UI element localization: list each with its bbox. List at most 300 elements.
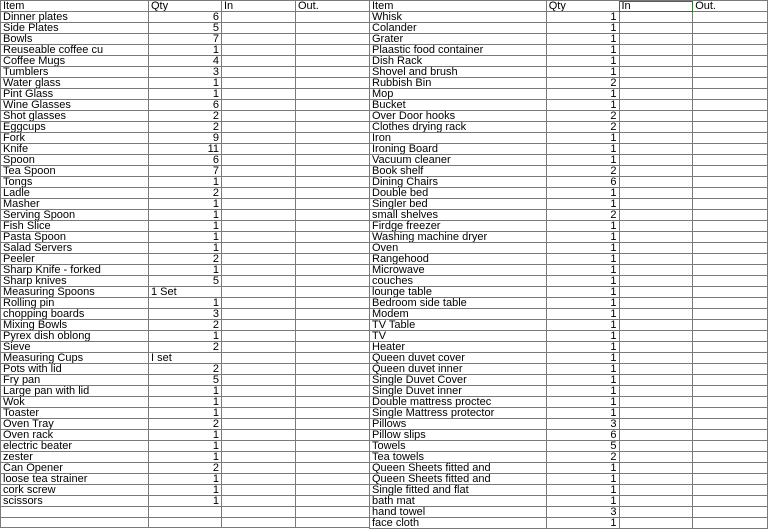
item-cell[interactable]: Towels bbox=[370, 441, 547, 452]
in-cell[interactable] bbox=[619, 45, 693, 56]
out-cell[interactable] bbox=[296, 298, 370, 309]
out-cell[interactable] bbox=[693, 111, 768, 122]
out-cell[interactable] bbox=[296, 287, 370, 298]
item-cell[interactable]: face cloth bbox=[370, 518, 547, 529]
qty-cell[interactable]: 1 bbox=[149, 232, 222, 243]
header-in[interactable]: In bbox=[619, 1, 693, 12]
qty-cell[interactable]: 3 bbox=[149, 309, 222, 320]
qty-cell[interactable]: 1 bbox=[149, 485, 222, 496]
out-cell[interactable] bbox=[693, 243, 768, 254]
item-cell[interactable]: Wok bbox=[1, 397, 149, 408]
in-cell[interactable] bbox=[222, 254, 296, 265]
item-cell[interactable]: Ironing Board bbox=[370, 144, 547, 155]
item-cell[interactable]: TV bbox=[370, 331, 547, 342]
item-cell[interactable]: Pots with lid bbox=[1, 364, 149, 375]
out-cell[interactable] bbox=[693, 122, 768, 133]
item-cell[interactable]: Peeler bbox=[1, 254, 149, 265]
qty-cell[interactable]: 6 bbox=[546, 177, 619, 188]
in-cell[interactable] bbox=[222, 474, 296, 485]
qty-cell[interactable]: I set bbox=[149, 353, 222, 364]
out-cell[interactable] bbox=[693, 342, 768, 353]
in-cell[interactable] bbox=[222, 188, 296, 199]
qty-cell[interactable]: 1 bbox=[149, 474, 222, 485]
out-cell[interactable] bbox=[296, 144, 370, 155]
item-cell[interactable]: cork screw bbox=[1, 485, 149, 496]
in-cell[interactable] bbox=[222, 221, 296, 232]
item-cell[interactable]: Water glass bbox=[1, 78, 149, 89]
out-cell[interactable] bbox=[296, 419, 370, 430]
in-cell[interactable] bbox=[619, 199, 693, 210]
in-cell[interactable] bbox=[619, 496, 693, 507]
item-cell[interactable]: Queen Sheets fitted and bbox=[370, 463, 547, 474]
item-cell[interactable]: Spoon bbox=[1, 155, 149, 166]
item-cell[interactable]: Colander bbox=[370, 23, 547, 34]
item-cell[interactable]: Shovel and brush bbox=[370, 67, 547, 78]
in-cell[interactable] bbox=[222, 309, 296, 320]
item-cell[interactable]: zester bbox=[1, 452, 149, 463]
item-cell[interactable]: Tumblers bbox=[1, 67, 149, 78]
qty-cell[interactable]: 1 bbox=[546, 23, 619, 34]
out-cell[interactable] bbox=[693, 210, 768, 221]
qty-cell[interactable]: 1 bbox=[546, 518, 619, 529]
out-cell[interactable] bbox=[296, 12, 370, 23]
qty-cell[interactable]: 1 bbox=[546, 254, 619, 265]
out-cell[interactable] bbox=[693, 232, 768, 243]
item-cell[interactable]: small shelves bbox=[370, 210, 547, 221]
out-cell[interactable] bbox=[693, 430, 768, 441]
qty-cell[interactable]: 1 bbox=[546, 309, 619, 320]
out-cell[interactable] bbox=[296, 177, 370, 188]
item-cell[interactable]: hand towel bbox=[370, 507, 547, 518]
out-cell[interactable] bbox=[693, 265, 768, 276]
out-cell[interactable] bbox=[693, 199, 768, 210]
in-cell[interactable] bbox=[222, 144, 296, 155]
out-cell[interactable] bbox=[296, 254, 370, 265]
qty-cell[interactable] bbox=[149, 517, 222, 528]
qty-cell[interactable]: 1 bbox=[149, 210, 222, 221]
qty-cell[interactable]: 3 bbox=[546, 419, 619, 430]
item-cell[interactable]: chopping boards bbox=[1, 309, 149, 320]
out-cell[interactable] bbox=[693, 408, 768, 419]
out-cell[interactable] bbox=[693, 155, 768, 166]
in-cell[interactable] bbox=[619, 232, 693, 243]
in-cell[interactable] bbox=[222, 45, 296, 56]
out-cell[interactable] bbox=[296, 34, 370, 45]
item-cell[interactable]: electric beater bbox=[1, 441, 149, 452]
qty-cell[interactable]: 6 bbox=[149, 100, 222, 111]
out-cell[interactable] bbox=[693, 34, 768, 45]
out-cell[interactable] bbox=[693, 463, 768, 474]
qty-cell[interactable]: 1 bbox=[149, 452, 222, 463]
qty-cell[interactable]: 3 bbox=[546, 507, 619, 518]
in-cell[interactable] bbox=[222, 67, 296, 78]
out-cell[interactable] bbox=[693, 485, 768, 496]
out-cell[interactable] bbox=[693, 419, 768, 430]
out-cell[interactable] bbox=[296, 122, 370, 133]
out-cell[interactable] bbox=[693, 507, 768, 518]
item-cell[interactable]: Toaster bbox=[1, 408, 149, 419]
in-cell[interactable] bbox=[222, 199, 296, 210]
item-cell[interactable]: Firdge freezer bbox=[370, 221, 547, 232]
in-cell[interactable] bbox=[619, 100, 693, 111]
out-cell[interactable] bbox=[296, 67, 370, 78]
item-cell[interactable]: Queen duvet cover bbox=[370, 353, 547, 364]
in-cell[interactable] bbox=[222, 177, 296, 188]
item-cell[interactable]: Queen Sheets fitted and bbox=[370, 474, 547, 485]
item-cell[interactable]: Whisk bbox=[370, 12, 547, 23]
out-cell[interactable] bbox=[693, 441, 768, 452]
qty-cell[interactable]: 2 bbox=[546, 78, 619, 89]
out-cell[interactable] bbox=[296, 56, 370, 67]
item-cell[interactable]: Tea towels bbox=[370, 452, 547, 463]
item-cell[interactable]: Large pan with lid bbox=[1, 386, 149, 397]
out-cell[interactable] bbox=[693, 298, 768, 309]
item-cell[interactable]: Sharp Knife - forked bbox=[1, 265, 149, 276]
qty-cell[interactable]: 2 bbox=[546, 210, 619, 221]
item-cell[interactable] bbox=[1, 517, 149, 528]
in-cell[interactable] bbox=[619, 441, 693, 452]
item-cell[interactable]: Bucket bbox=[370, 100, 547, 111]
in-cell[interactable] bbox=[619, 309, 693, 320]
in-cell[interactable] bbox=[222, 111, 296, 122]
out-cell[interactable] bbox=[296, 78, 370, 89]
out-cell[interactable] bbox=[693, 12, 768, 23]
in-cell[interactable] bbox=[222, 78, 296, 89]
header-item[interactable]: Item bbox=[1, 1, 149, 12]
qty-cell[interactable]: 7 bbox=[149, 34, 222, 45]
header-out[interactable]: Out. bbox=[296, 1, 370, 12]
in-cell[interactable] bbox=[619, 342, 693, 353]
item-cell[interactable]: Plaastic food container bbox=[370, 45, 547, 56]
out-cell[interactable] bbox=[693, 452, 768, 463]
out-cell[interactable] bbox=[693, 320, 768, 331]
qty-cell[interactable]: 1 bbox=[546, 287, 619, 298]
item-cell[interactable]: Pyrex dish oblong bbox=[1, 331, 149, 342]
qty-cell[interactable]: 1 bbox=[546, 199, 619, 210]
item-cell[interactable]: Double bed bbox=[370, 188, 547, 199]
item-cell[interactable]: Ladle bbox=[1, 188, 149, 199]
in-cell[interactable] bbox=[222, 12, 296, 23]
header-qty[interactable]: Qty bbox=[149, 1, 222, 12]
item-cell[interactable]: Coffee Mugs bbox=[1, 56, 149, 67]
out-cell[interactable] bbox=[693, 166, 768, 177]
item-cell[interactable]: Salad Servers bbox=[1, 243, 149, 254]
qty-cell[interactable]: 1 bbox=[149, 265, 222, 276]
in-cell[interactable] bbox=[222, 89, 296, 100]
qty-cell[interactable]: 1 bbox=[149, 45, 222, 56]
item-cell[interactable]: Over Door hooks bbox=[370, 111, 547, 122]
in-cell[interactable] bbox=[222, 463, 296, 474]
in-cell[interactable] bbox=[222, 485, 296, 496]
out-cell[interactable] bbox=[296, 353, 370, 364]
header-out[interactable]: Out. bbox=[693, 1, 768, 12]
qty-cell[interactable]: 1 bbox=[149, 386, 222, 397]
out-cell[interactable] bbox=[693, 144, 768, 155]
header-qty[interactable]: Qty bbox=[546, 1, 619, 12]
item-cell[interactable]: Pillow slips bbox=[370, 430, 547, 441]
in-cell[interactable] bbox=[222, 441, 296, 452]
qty-cell[interactable]: 1 bbox=[546, 188, 619, 199]
out-cell[interactable] bbox=[693, 309, 768, 320]
in-cell[interactable] bbox=[619, 23, 693, 34]
qty-cell[interactable]: 11 bbox=[149, 144, 222, 155]
in-cell[interactable] bbox=[619, 221, 693, 232]
item-cell[interactable]: Rubbish Bin bbox=[370, 78, 547, 89]
out-cell[interactable] bbox=[693, 100, 768, 111]
item-cell[interactable]: loose tea strainer bbox=[1, 474, 149, 485]
out-cell[interactable] bbox=[693, 56, 768, 67]
in-cell[interactable] bbox=[619, 276, 693, 287]
qty-cell[interactable]: 2 bbox=[149, 111, 222, 122]
qty-cell[interactable]: 1 bbox=[546, 34, 619, 45]
out-cell[interactable] bbox=[296, 496, 370, 507]
header-item[interactable]: Item bbox=[370, 1, 547, 12]
item-cell[interactable]: Masher bbox=[1, 199, 149, 210]
out-cell[interactable] bbox=[693, 386, 768, 397]
item-cell[interactable]: Queen duvet inner bbox=[370, 364, 547, 375]
out-cell[interactable] bbox=[693, 177, 768, 188]
in-cell[interactable] bbox=[222, 232, 296, 243]
out-cell[interactable] bbox=[296, 309, 370, 320]
out-cell[interactable] bbox=[296, 386, 370, 397]
item-cell[interactable]: Iron bbox=[370, 133, 547, 144]
in-cell[interactable] bbox=[619, 67, 693, 78]
in-cell[interactable] bbox=[619, 287, 693, 298]
in-cell[interactable] bbox=[222, 287, 296, 298]
qty-cell[interactable]: 3 bbox=[149, 67, 222, 78]
out-cell[interactable] bbox=[693, 496, 768, 507]
in-cell[interactable] bbox=[222, 419, 296, 430]
in-cell[interactable] bbox=[619, 254, 693, 265]
qty-cell[interactable]: 2 bbox=[546, 122, 619, 133]
in-cell[interactable] bbox=[222, 133, 296, 144]
out-cell[interactable] bbox=[693, 518, 768, 529]
qty-cell[interactable]: 1 bbox=[546, 375, 619, 386]
qty-cell[interactable]: 1 bbox=[546, 155, 619, 166]
out-cell[interactable] bbox=[296, 243, 370, 254]
item-cell[interactable]: Fry pan bbox=[1, 375, 149, 386]
qty-cell[interactable]: 1 bbox=[546, 485, 619, 496]
item-cell[interactable]: Reuseable coffee cu bbox=[1, 45, 149, 56]
in-cell[interactable] bbox=[619, 34, 693, 45]
out-cell[interactable] bbox=[296, 517, 370, 528]
out-cell[interactable] bbox=[296, 45, 370, 56]
qty-cell[interactable]: 1 bbox=[546, 298, 619, 309]
in-cell[interactable] bbox=[619, 78, 693, 89]
qty-cell[interactable]: 1 bbox=[546, 221, 619, 232]
out-cell[interactable] bbox=[693, 78, 768, 89]
in-cell[interactable] bbox=[619, 56, 693, 67]
item-cell[interactable]: Dish Rack bbox=[370, 56, 547, 67]
qty-cell[interactable]: 6 bbox=[546, 430, 619, 441]
out-cell[interactable] bbox=[296, 276, 370, 287]
out-cell[interactable] bbox=[296, 441, 370, 452]
qty-cell[interactable]: 2 bbox=[149, 419, 222, 430]
item-cell[interactable]: Microwave bbox=[370, 265, 547, 276]
in-cell[interactable] bbox=[619, 111, 693, 122]
in-cell[interactable] bbox=[222, 34, 296, 45]
in-cell[interactable] bbox=[619, 518, 693, 529]
out-cell[interactable] bbox=[296, 199, 370, 210]
qty-cell[interactable]: 2 bbox=[546, 166, 619, 177]
out-cell[interactable] bbox=[296, 397, 370, 408]
item-cell[interactable]: Pasta Spoon bbox=[1, 232, 149, 243]
qty-cell[interactable]: 4 bbox=[149, 56, 222, 67]
qty-cell[interactable]: 9 bbox=[149, 133, 222, 144]
out-cell[interactable] bbox=[296, 375, 370, 386]
in-cell[interactable] bbox=[619, 408, 693, 419]
out-cell[interactable] bbox=[296, 100, 370, 111]
qty-cell[interactable]: 1 bbox=[546, 474, 619, 485]
item-cell[interactable]: Modem bbox=[370, 309, 547, 320]
item-cell[interactable]: Clothes drying rack bbox=[370, 122, 547, 133]
item-cell[interactable]: Oven bbox=[370, 243, 547, 254]
in-cell[interactable] bbox=[619, 485, 693, 496]
out-cell[interactable] bbox=[296, 342, 370, 353]
in-cell[interactable] bbox=[619, 144, 693, 155]
in-cell[interactable] bbox=[619, 210, 693, 221]
in-cell[interactable] bbox=[619, 364, 693, 375]
qty-cell[interactable]: 1 bbox=[149, 298, 222, 309]
in-cell[interactable] bbox=[619, 353, 693, 364]
qty-cell[interactable]: 1 bbox=[149, 430, 222, 441]
in-cell[interactable] bbox=[619, 430, 693, 441]
item-cell[interactable]: couches bbox=[370, 276, 547, 287]
in-cell[interactable] bbox=[619, 320, 693, 331]
qty-cell[interactable]: 1 bbox=[546, 133, 619, 144]
qty-cell[interactable]: 1 bbox=[149, 331, 222, 342]
qty-cell[interactable]: 5 bbox=[546, 441, 619, 452]
out-cell[interactable] bbox=[693, 474, 768, 485]
in-cell[interactable] bbox=[619, 463, 693, 474]
out-cell[interactable] bbox=[296, 89, 370, 100]
item-cell[interactable]: Pint Glass bbox=[1, 89, 149, 100]
out-cell[interactable] bbox=[296, 221, 370, 232]
in-cell[interactable] bbox=[222, 342, 296, 353]
item-cell[interactable]: Mop bbox=[370, 89, 547, 100]
item-cell[interactable]: TV Table bbox=[370, 320, 547, 331]
out-cell[interactable] bbox=[296, 331, 370, 342]
out-cell[interactable] bbox=[693, 331, 768, 342]
in-cell[interactable] bbox=[619, 397, 693, 408]
header-in[interactable]: In bbox=[222, 1, 296, 12]
item-cell[interactable]: Oven rack bbox=[1, 430, 149, 441]
in-cell[interactable] bbox=[222, 517, 296, 528]
qty-cell[interactable]: 1 bbox=[546, 353, 619, 364]
in-cell[interactable] bbox=[222, 122, 296, 133]
item-cell[interactable]: Oven Tray bbox=[1, 419, 149, 430]
in-cell[interactable] bbox=[619, 474, 693, 485]
qty-cell[interactable]: 1 bbox=[546, 232, 619, 243]
qty-cell[interactable]: 2 bbox=[149, 463, 222, 474]
qty-cell[interactable]: 1 bbox=[149, 408, 222, 419]
out-cell[interactable] bbox=[296, 210, 370, 221]
out-cell[interactable] bbox=[693, 188, 768, 199]
in-cell[interactable] bbox=[222, 386, 296, 397]
in-cell[interactable] bbox=[222, 496, 296, 507]
in-cell[interactable] bbox=[619, 419, 693, 430]
in-cell[interactable] bbox=[619, 298, 693, 309]
qty-cell[interactable]: 1 bbox=[149, 78, 222, 89]
out-cell[interactable] bbox=[693, 375, 768, 386]
in-cell[interactable] bbox=[619, 122, 693, 133]
in-cell[interactable] bbox=[222, 155, 296, 166]
in-cell[interactable] bbox=[619, 375, 693, 386]
qty-cell[interactable]: 7 bbox=[149, 166, 222, 177]
out-cell[interactable] bbox=[693, 133, 768, 144]
qty-cell[interactable]: 1 bbox=[546, 397, 619, 408]
item-cell[interactable]: Sharp knives bbox=[1, 276, 149, 287]
in-cell[interactable] bbox=[619, 155, 693, 166]
qty-cell[interactable]: 1 bbox=[149, 221, 222, 232]
item-cell[interactable]: Double mattress proctec bbox=[370, 397, 547, 408]
in-cell[interactable] bbox=[222, 430, 296, 441]
out-cell[interactable] bbox=[693, 67, 768, 78]
qty-cell[interactable]: 1 bbox=[546, 276, 619, 287]
item-cell[interactable]: Tongs bbox=[1, 177, 149, 188]
out-cell[interactable] bbox=[693, 221, 768, 232]
in-cell[interactable] bbox=[619, 452, 693, 463]
qty-cell[interactable]: 1 bbox=[546, 45, 619, 56]
in-cell[interactable] bbox=[619, 243, 693, 254]
item-cell[interactable]: Dining Chairs bbox=[370, 177, 547, 188]
out-cell[interactable] bbox=[296, 166, 370, 177]
qty-cell[interactable]: 1 bbox=[546, 331, 619, 342]
in-cell[interactable] bbox=[222, 298, 296, 309]
out-cell[interactable] bbox=[296, 188, 370, 199]
qty-cell[interactable]: 1 bbox=[149, 496, 222, 507]
qty-cell[interactable]: 2 bbox=[149, 364, 222, 375]
qty-cell[interactable]: 2 bbox=[546, 452, 619, 463]
qty-cell[interactable]: 1 Set bbox=[149, 287, 222, 298]
item-cell[interactable]: Pillows bbox=[370, 419, 547, 430]
in-cell[interactable] bbox=[222, 353, 296, 364]
out-cell[interactable] bbox=[296, 364, 370, 375]
qty-cell[interactable]: 1 bbox=[546, 243, 619, 254]
qty-cell[interactable]: 1 bbox=[546, 89, 619, 100]
qty-cell[interactable]: 5 bbox=[149, 23, 222, 34]
qty-cell[interactable]: 1 bbox=[546, 463, 619, 474]
item-cell[interactable]: Book shelf bbox=[370, 166, 547, 177]
item-cell[interactable]: Rolling pin bbox=[1, 298, 149, 309]
in-cell[interactable] bbox=[222, 56, 296, 67]
item-cell[interactable]: Fork bbox=[1, 133, 149, 144]
in-cell[interactable] bbox=[222, 166, 296, 177]
item-cell[interactable]: Heater bbox=[370, 342, 547, 353]
item-cell[interactable]: Shot glasses bbox=[1, 111, 149, 122]
in-cell[interactable] bbox=[222, 331, 296, 342]
in-cell[interactable] bbox=[222, 23, 296, 34]
in-cell[interactable] bbox=[222, 375, 296, 386]
out-cell[interactable] bbox=[296, 111, 370, 122]
out-cell[interactable] bbox=[693, 364, 768, 375]
out-cell[interactable] bbox=[693, 353, 768, 364]
item-cell[interactable]: Eggcups bbox=[1, 122, 149, 133]
qty-cell[interactable]: 2 bbox=[149, 122, 222, 133]
qty-cell[interactable]: 1 bbox=[546, 56, 619, 67]
qty-cell[interactable]: 1 bbox=[149, 199, 222, 210]
qty-cell[interactable]: 1 bbox=[149, 89, 222, 100]
qty-cell[interactable]: 1 bbox=[149, 243, 222, 254]
qty-cell[interactable]: 5 bbox=[149, 375, 222, 386]
out-cell[interactable] bbox=[296, 23, 370, 34]
item-cell[interactable]: Sieve bbox=[1, 342, 149, 353]
item-cell[interactable]: Rangehood bbox=[370, 254, 547, 265]
in-cell[interactable] bbox=[619, 386, 693, 397]
out-cell[interactable] bbox=[693, 287, 768, 298]
qty-cell[interactable]: 6 bbox=[149, 155, 222, 166]
item-cell[interactable]: Singler bed bbox=[370, 199, 547, 210]
